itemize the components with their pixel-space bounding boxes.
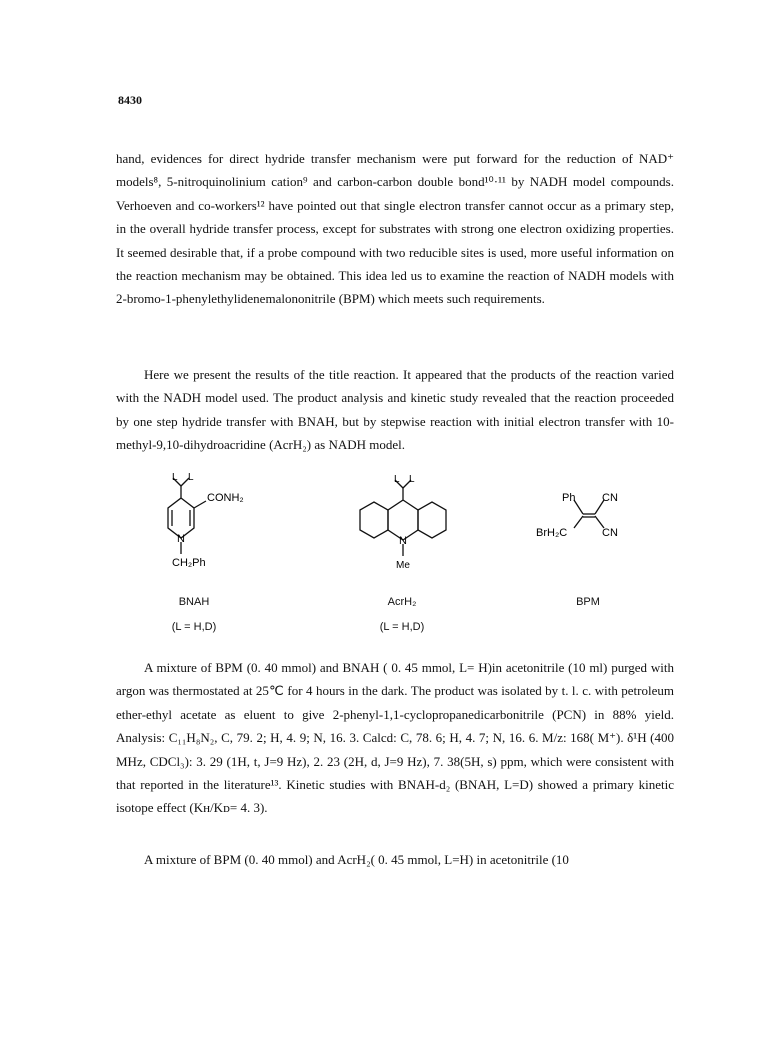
paragraph-2	[116, 350, 674, 470]
paragraph-text: Here we present the results of the title reaction. It appeared that the products of the reaction varied with the NADH model used. The product analysis and kinetic study revealed that the reaction proceeded by one step hydride transfer with BNAH, but by stepwise reaction with initial electron transfer with 10-methyl-9,10-dihydroacridine (AcrH₂) as NADH model.	[116, 367, 674, 453]
acrh2-l-note: (L = H,D)	[379, 621, 425, 633]
bpm-cn2: CN	[602, 527, 618, 539]
structures-svg	[116, 468, 676, 644]
bpm-cn1: CN	[602, 492, 618, 504]
acrh2-n: N	[399, 535, 407, 547]
paragraph-text: A mixture of BPM (0. 40 mmol) and BNAH ( 0. 45 mmol, L= H)in acetonitrile (10 ml) purged with argon was thermostated at 25℃ for 4 hours in the dark. The product was isolated by t. l. c. with petroleum ether-ethyl acetate as eluent to give 2-phenyl-1,1-cyclopropanedicarbonitrile (PCN) in 88% yield. Analysis: C₁₁H₈N₂, C, 79. 2; H, 4. 9; N, 16. 3. Calcd: C, 78. 6; H, 4. 7; N, 16. 6. M/z: 168( M⁺). δ¹H (400 MHz, CDCl₃): 3. 29 (1H, t, J=9 Hz), 2. 23 (2H, d, J=9 Hz), 7. 38(5H, s) ppm, which were consistent with that reported in the literature¹³. Kinetic studies with BNAH-d₂ (BNAH, L=D) showed a primary kinetic isotope effect (Kʜ/Kᴅ= 4. 3).	[116, 660, 674, 816]
bnah-conh2: CONH₂	[207, 492, 244, 504]
bnah-structure	[168, 478, 206, 554]
bnah-label: BNAH	[178, 596, 210, 608]
paragraph-4	[116, 835, 674, 884]
bpm-label: BPM	[576, 596, 600, 608]
acrh2-me: Me	[396, 560, 410, 571]
bnah-l-note: (L = H,D)	[171, 621, 217, 633]
acrh2-label: AcrH₂	[387, 596, 417, 608]
bnah-n: N	[177, 533, 185, 545]
acrh2-l2: L	[409, 474, 415, 485]
paragraph-1	[116, 134, 674, 324]
bnah-l1: L	[172, 472, 178, 483]
chemical-structures	[116, 468, 676, 644]
acrh2-l1: L	[394, 474, 400, 485]
bnah-ch2ph: CH₂Ph	[172, 557, 206, 569]
paragraph-text: A mixture of BPM (0. 40 mmol) and AcrH₂( 0. 45 mmol, L=H) in acetonitrile (10	[144, 852, 569, 867]
bpm-brh2c: BrH₂C	[536, 527, 568, 539]
paragraph-3	[116, 643, 674, 833]
page-number: 8430	[118, 93, 142, 107]
bpm-ph: Ph	[562, 492, 576, 504]
paragraph-text: hand, evidences for direct hydride transfer mechanism were put forward for the reduction of NAD⁺ models⁸, 5-nitroquinolinium cation⁹ and carbon-carbon double bond¹⁰·¹¹ by NADH model compounds. Verhoeven and co-workers¹² have pointed out that single electron transfer cannot occur as a primary step, in the overall hydride transfer process, except for substrates with strong one electron oxidizing properties. It seemed desirable that, if a probe compound with two reducible sites is used, more useful information on the reaction mechanism may be obtained. This idea led us to examine the reaction of NADH models with 2-bromo-1-phenylethylidenemalononitrile (BPM) which meets such requirements.	[116, 151, 674, 307]
bnah-l2: L	[188, 472, 194, 483]
bpm-structure	[574, 500, 604, 528]
